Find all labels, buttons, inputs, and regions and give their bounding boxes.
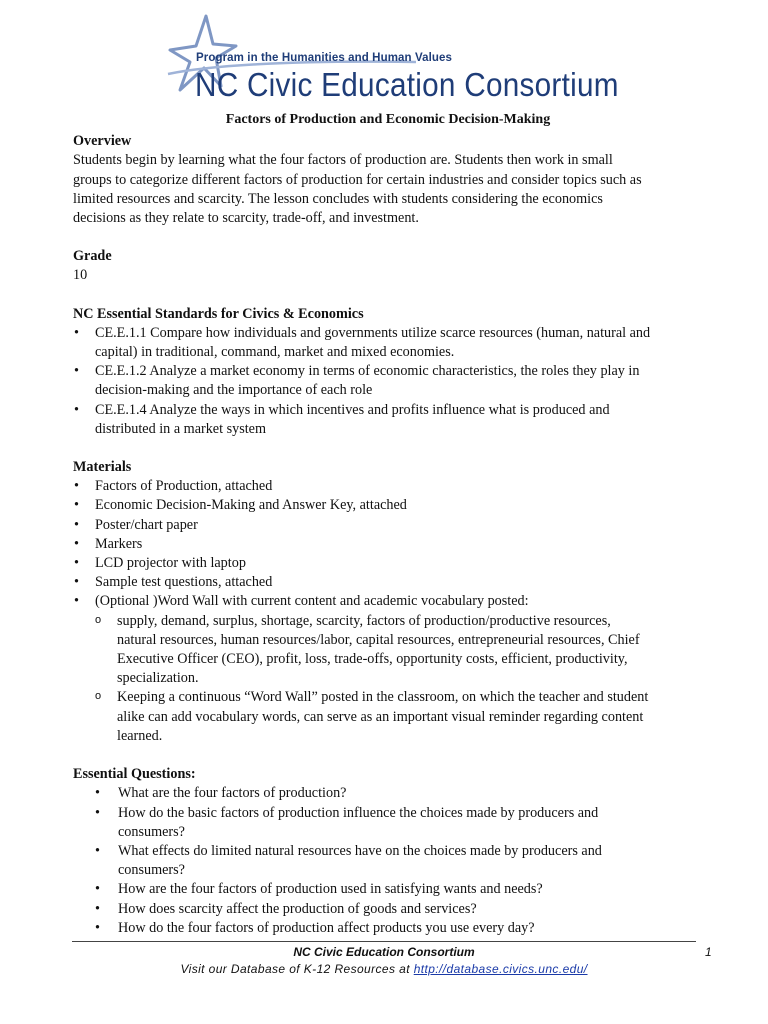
overview-line: Students begin by learning what the four factors of production are. Students then work in small: [73, 152, 613, 169]
list-item: • CE.E.1.1 Compare how individuals and governments utilize scarce resources (human, natural and capital) in traditional, command, market and mixed economies.: [73, 324, 703, 362]
footer-org-name: NC Civic Education Consortium: [293, 945, 475, 959]
grade-heading: Grade: [73, 248, 112, 265]
list-item: • Factors of Production, attached: [73, 477, 703, 496]
list-item: • CE.E.1.4 Analyze the ways in which incentives and profits influence what is produced and distributed in a market system: [73, 401, 703, 439]
materials-list: [73, 477, 703, 746]
footer-visit-line: [0, 962, 768, 976]
list-item: • CE.E.1.2 Analyze a market economy in terms of economic characteristics, the roles they play in decision-making and the importance of each role: [73, 362, 703, 400]
database-link[interactable]: http://database.civics.unc.edu/: [413, 962, 588, 976]
logo-title: NC Civic Education Consortium: [195, 66, 619, 103]
materials-section: [73, 458, 703, 746]
overview-line: groups to categorize different factors of production for certain industries and consider topics such as: [73, 171, 642, 188]
list-item: • (Optional )Word Wall with current content and academic vocabulary posted: o supply, demand, surplus, shortage, scarcity, factors of production/productive resources, natural resources, human resources/labor, capital resources, entrepreneurial resources, Chief Executive Officer (CEO), profit, loss, trade-offs, opportunity costs, efficient, productivity, specialization. o Keeping a continuous “Word Wall” posted in the classroom, on which the teacher and student alike can add vocabulary words, can serve as an important visual reminder regarding content learned.: [73, 592, 703, 746]
document-body: [73, 110, 703, 938]
list-item: • Markers: [73, 535, 703, 554]
footer-divider: [72, 941, 696, 942]
standards-list: [73, 324, 703, 439]
logo-tagline: Program in the Humanities and Human Values: [196, 52, 452, 64]
materials-heading: Materials: [73, 459, 132, 476]
footer-visit-text: Visit our Database of K-12 Resources at: [180, 962, 414, 976]
overview-heading: Overview: [73, 133, 132, 150]
list-item: • How does scarcity affect the production of goods and services?: [73, 900, 703, 919]
list-item: • Economic Decision-Making and Answer Key, attached: [73, 496, 703, 515]
overview-text: [73, 151, 703, 228]
consortium-logo: [166, 10, 619, 110]
overview-line: limited resources and scarcity. The lesson concludes with students considering the economics: [73, 190, 603, 207]
essential-questions-list: [73, 784, 703, 938]
word-wall-sublist: [95, 612, 703, 746]
overview-line: decisions as they relate to scarcity, trade-off, and investment.: [73, 210, 419, 227]
list-item: • How are the four factors of production used in satisfying wants and needs?: [73, 880, 703, 899]
grade-value: 10: [73, 267, 88, 284]
list-item: • Poster/chart paper: [73, 516, 703, 535]
list-item: • How do the basic factors of production influence the choices made by producers and consumers?: [73, 804, 703, 842]
overview-section: [73, 132, 703, 228]
page-number: 1: [705, 945, 712, 959]
list-item: • Sample test questions, attached: [73, 573, 703, 592]
list-item: • LCD projector with laptop: [73, 554, 703, 573]
sub-list-item: o Keeping a continuous “Word Wall” posted in the classroom, on which the teacher and student alike can add vocabulary words, can serve as an important visual reminder regarding content learned.: [95, 688, 703, 746]
essential-questions-heading: Essential Questions:: [73, 766, 196, 783]
list-item: • What effects do limited natural resources have on the choices made by producers and consumers?: [73, 842, 703, 880]
grade-section: [73, 247, 703, 285]
list-item: • What are the four factors of production?: [73, 784, 703, 803]
standards-section: [73, 305, 703, 439]
essential-questions-section: [73, 765, 703, 938]
sub-list-item: o supply, demand, surplus, shortage, scarcity, factors of production/productive resources, natural resources, human resources/labor, capital resources, entrepreneurial resources, Chief Executive Officer (CEO), profit, loss, trade-offs, opportunity costs, efficient, productivity, specialization.: [95, 612, 703, 689]
document-title: Factors of Production and Economic Decision-Making: [225, 112, 551, 127]
list-item: • How do the four factors of production affect products you use every day?: [73, 919, 703, 938]
standards-heading: NC Essential Standards for Civics & Economics: [73, 305, 364, 322]
